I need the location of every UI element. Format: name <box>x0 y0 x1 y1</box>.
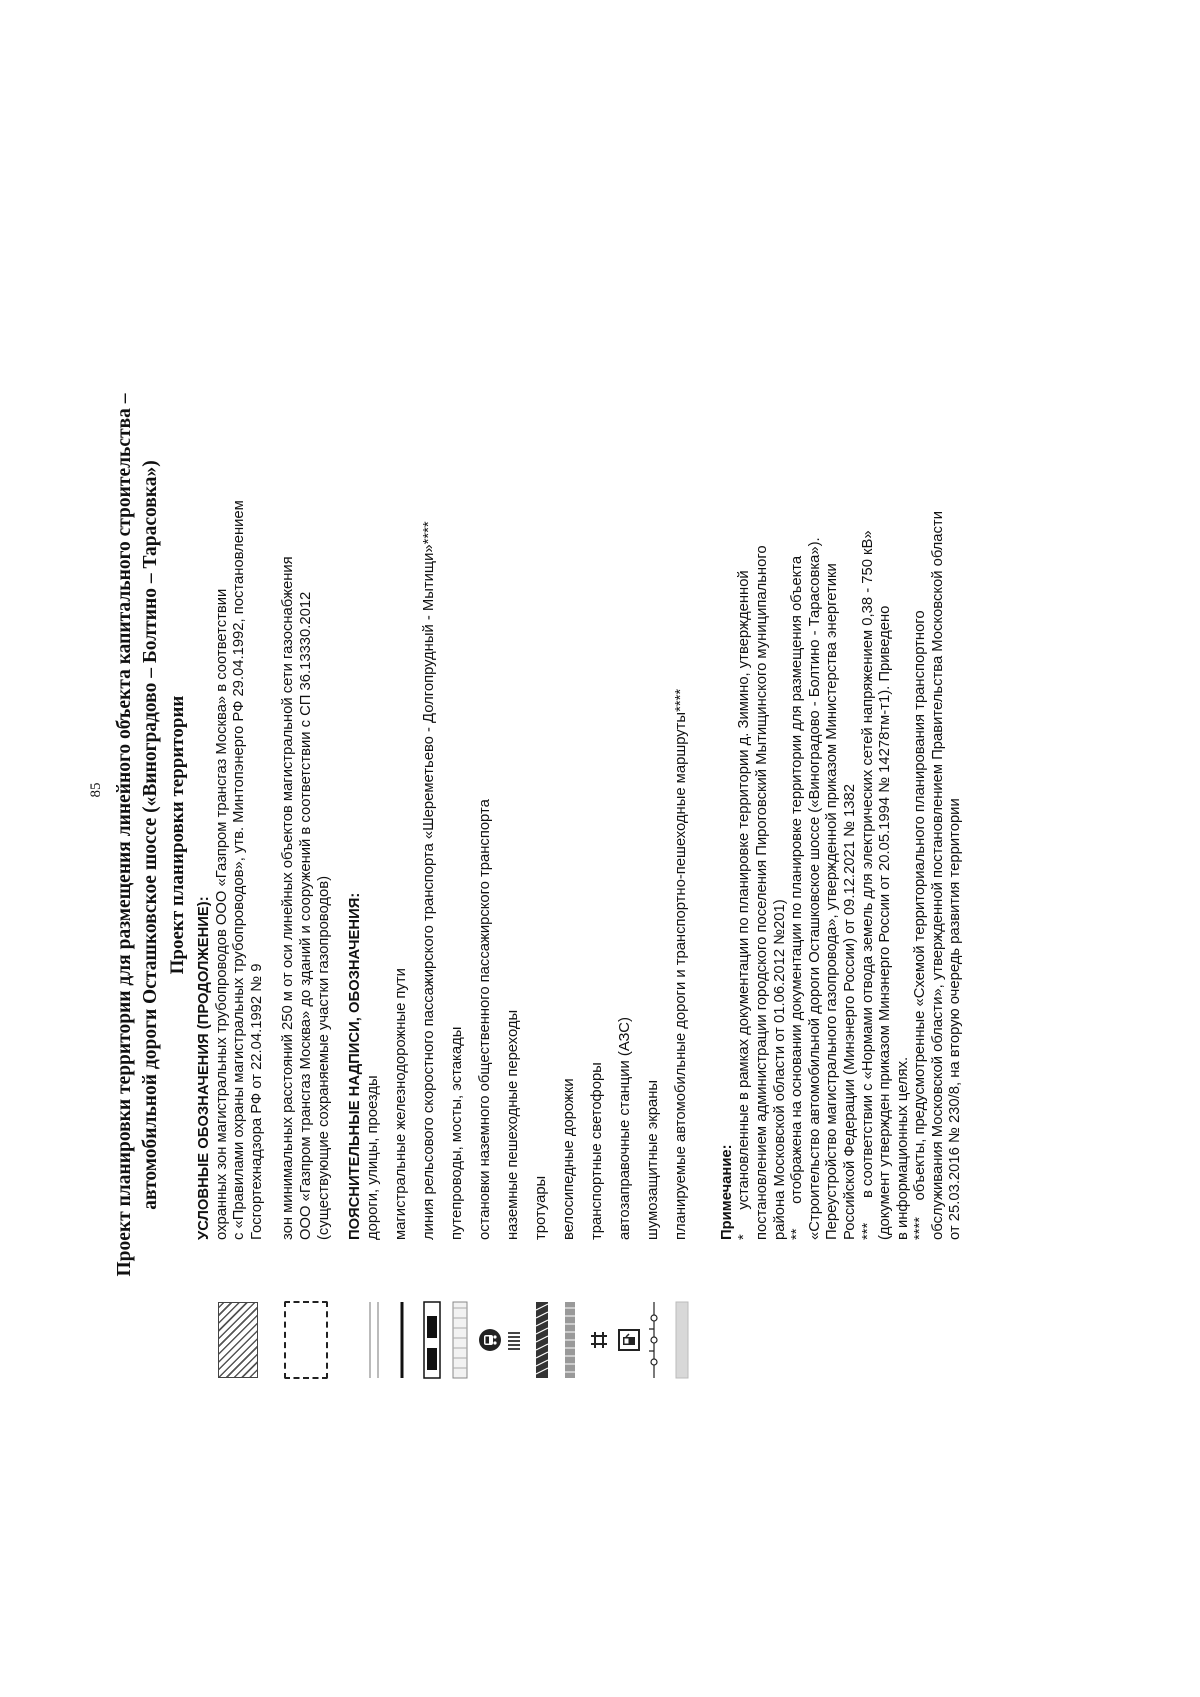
legend-text: магистральные железнодорожные пути <box>392 968 409 1240</box>
planned-road-icon <box>673 1300 691 1380</box>
legend-row-overpass <box>449 230 477 1440</box>
legend-row-gas-station <box>617 230 645 1440</box>
note-line: **** объекты, предусмотренные «Схемой территориального планирования транспортного <box>912 610 929 1240</box>
legend-text: тротуары <box>532 1175 549 1240</box>
notes-block <box>719 230 965 1240</box>
note-line: *** в соответствии с «Нормами отвода земель для электрических сетей напряжением 0,38 - 750 кВ» <box>859 530 876 1240</box>
legend-text: автозаправочные станции (АЗС) <box>616 1017 633 1240</box>
road-icon <box>365 1300 383 1380</box>
page-number: 85 <box>88 782 104 798</box>
section2-header: ПОЯСНИТЕЛЬНЫЕ НАДПИСИ, ОБОЗНАЧЕНИЯ: <box>347 892 364 1240</box>
legend-row-sidewalk <box>533 230 561 1440</box>
dashed-boundary-icon <box>284 1301 328 1379</box>
legend-text: велосипедные дорожки <box>560 1078 577 1240</box>
legend-row-planned-road <box>673 230 701 1440</box>
legend-row-rail-transit <box>421 230 449 1440</box>
title-line-1: Проект планировки территории для размещения линейного объекта капитального строительства – <box>114 393 135 1277</box>
traffic-light-icon <box>589 1328 609 1352</box>
legend-text: шумозащитные экраны <box>644 1079 661 1240</box>
note-line: ** отображена на основании документации по планировке территории для размещения объекта <box>789 555 806 1240</box>
legend-text-line: (существующие сохраняемые участки газопроводов) <box>315 875 332 1240</box>
legend-text: остановки наземного общественного пассажирского транспорта <box>476 799 493 1240</box>
legend-text-line: Госгортехнадзора РФ от 22.04.1992 № 9 <box>248 963 265 1240</box>
legend-text-line: с «Правилами охраны магистральных трубопроводов», утв. Минтопэнерго РФ 29.04.1992, постановлением <box>231 500 248 1240</box>
notes-header: Примечание: <box>718 1144 735 1240</box>
legend-text: планируемые автомобильные дороги и транспортно-пешеходные маршруты**** <box>672 688 689 1240</box>
hatched-zone-icon <box>218 1302 258 1378</box>
legend-text: транспортные светофоры <box>588 1062 605 1240</box>
legend-row-bus-stop <box>477 230 505 1440</box>
legend-text-line: зон минимальных расстояний 250 м от оси линейных объектов магистральной сети газоснабжения <box>280 556 297 1240</box>
note-line: обслуживания Московской области», утвержденной постановлением Правительства Московской области <box>929 511 946 1240</box>
legend-page <box>112 230 1072 1440</box>
legend-row-noise-barrier <box>645 230 673 1440</box>
legend-row-traffic-light <box>589 230 617 1440</box>
note-line: района Московской области от 01.06.2012 №201) <box>771 899 788 1240</box>
legend-text-line: ООО «Газпром трансгаз Москва» до зданий и сооружений в соответствии с СП 36.13330.2012 <box>297 591 314 1240</box>
document-title <box>112 230 164 1440</box>
sidewalk-icon <box>533 1300 551 1380</box>
overpass-icon <box>449 1300 471 1380</box>
legend-text: дороги, улицы, проезды <box>364 1075 381 1240</box>
section1-header-row <box>196 230 214 1440</box>
legend-row-pipeline-zone <box>214 230 267 1440</box>
rail-transit-line-icon <box>421 1300 443 1380</box>
legend-row-min-distance-zone <box>280 230 333 1440</box>
legend-text: наземные пешеходные переходы <box>504 1009 521 1240</box>
note-line: * установленные в рамках документации по планировке территории д. Зимино, утвержденной <box>736 570 753 1240</box>
railway-icon <box>393 1300 411 1380</box>
bike-lane-icon <box>561 1300 579 1380</box>
gas-station-icon <box>617 1328 641 1352</box>
legend-row-bike-lane <box>561 230 589 1440</box>
note-line: Российской Федерации (Минэнерго России) от 09.12.2021 № 1382 <box>841 784 858 1240</box>
note-line: «Строительство автомобильной дороги Осташковское шоссе («Виноградово - Болтино - Тарасовка»). <box>806 537 823 1240</box>
legend-row-crossing <box>505 230 533 1440</box>
note-line: Переустройство магистрального газопровода», утвержденной приказом Министерства энергетики <box>824 563 841 1240</box>
title-line-2: автомобильной дороги Осташковское шоссе («Виноградово – Болтино – Тарасовка») <box>140 460 161 1210</box>
legend-text: путепроводы, мосты, эстакады <box>448 1026 465 1240</box>
legend-text-line: охранных зон магистральных трубопроводов ООО «Газпром трансгаз Москва» в соответствии <box>213 588 230 1240</box>
section1-header: УСЛОВНЫЕ ОБОЗНАЧЕНИЯ (ПРОДОЛЖЕНИЕ): <box>196 896 212 1240</box>
section2-header-row <box>347 230 365 1440</box>
note-line: постановлением администрации городского поселения Пироговский Мытищинского муниципального <box>753 545 770 1240</box>
note-line: (документ утвержден приказом Минэнерго России от 20.05.1994 № 14278тм-т1). Приведено <box>877 605 894 1240</box>
bus-stop-icon <box>477 1327 503 1353</box>
note-line: в информационных целях. <box>894 1056 911 1240</box>
legend-text: линия рельсового скоростного пассажирского транспорта «Шереметьево - Долгопрудный - Мытищи»**** <box>420 521 437 1240</box>
legend-row-railway <box>393 230 421 1440</box>
note-line: от 25.03.2016 № 230/8, на вторую очередь развития территории <box>947 798 964 1240</box>
pedestrian-crossing-icon <box>505 1328 523 1352</box>
noise-barrier-icon <box>645 1300 663 1380</box>
legend-row-roads <box>365 230 393 1440</box>
document-subtitle: Проект планировки территории <box>167 695 188 975</box>
